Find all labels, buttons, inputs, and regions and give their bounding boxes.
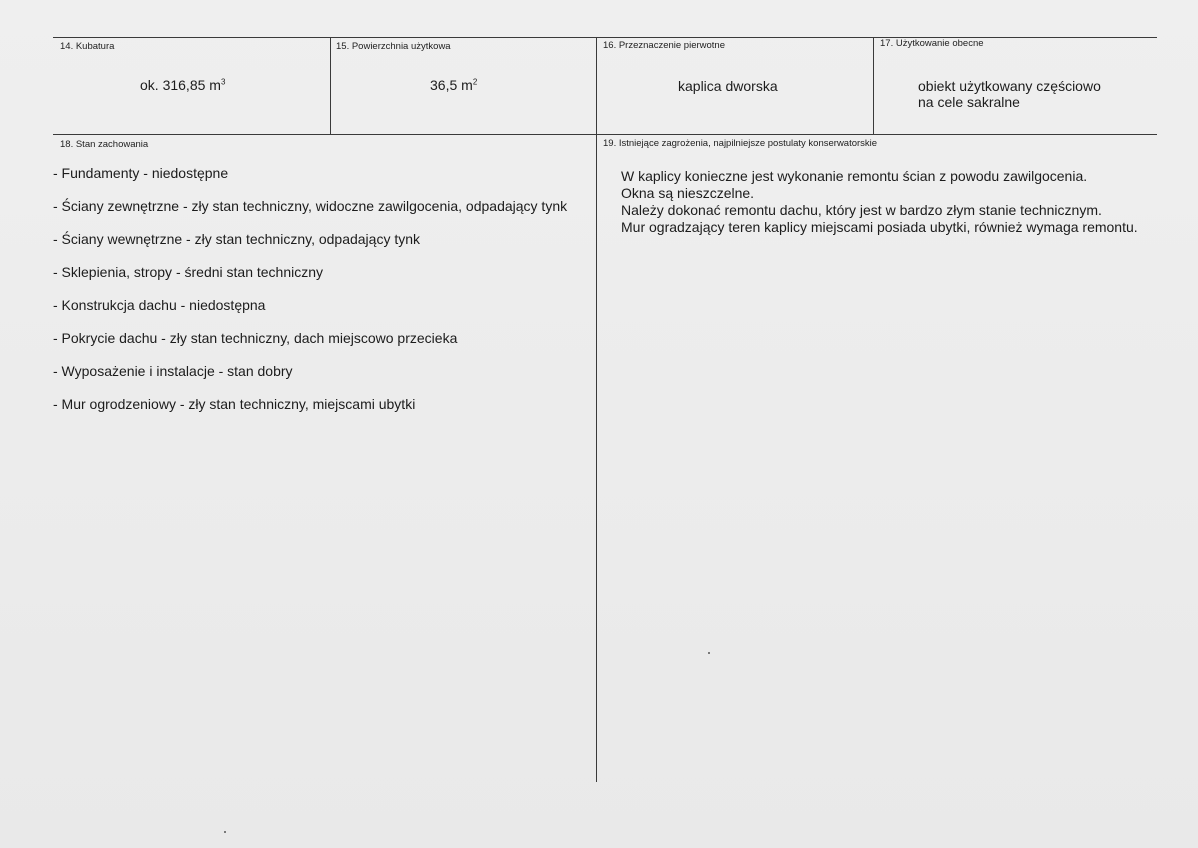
scan-speck [708, 652, 710, 654]
condition-item: - Pokrycie dachu - zły stan techniczny, dach miejscowo przecieka [53, 330, 458, 346]
field-17-value-line-1: obiekt użytkowany częściowo [918, 78, 1101, 94]
condition-item: - Wyposażenie i instalacje - stan dobry [53, 363, 293, 379]
field-14-value [140, 77, 225, 93]
row-divider-line [53, 134, 1157, 135]
threats-line: W kaplicy konieczne jest wykonanie remontu ścian z powodu zawilgocenia. [621, 168, 1088, 184]
threats-line: Należy dokonać remontu dachu, który jest w bardzo złym stanie technicznym. [621, 202, 1102, 218]
volume-value: ok. 316,85 m [140, 77, 221, 93]
field-19-label: 19. Istniejące zagrożenia, najpilniejsze postulaty konserwatorskie [603, 138, 878, 149]
area-value: 36,5 m [430, 77, 473, 93]
condition-item: - Sklepienia, stropy - średni stan techniczny [53, 264, 324, 280]
condition-item: - Ściany wewnętrzne - zły stan techniczny, odpadający tynk [53, 231, 421, 247]
field-14-label: 14. Kubatura [60, 41, 115, 52]
condition-item: - Ściany zewnętrzne - zły stan techniczny, widoczne zawilgocenia, odpadający tynk [53, 198, 568, 214]
volume-unit-exponent: 3 [220, 77, 226, 87]
threats-line: Okna są nieszczelne. [621, 185, 755, 201]
col-divider-14-15 [330, 37, 331, 135]
field-16-value: kaplica dworska [678, 78, 778, 94]
area-unit-exponent: 2 [472, 77, 478, 87]
condition-item: - Konstrukcja dachu - niedostępna [53, 297, 266, 313]
col-divider-16-17 [873, 37, 874, 135]
field-15-value [430, 77, 477, 93]
condition-list [53, 164, 567, 428]
top-border-line [53, 37, 1157, 38]
col-divider-15-16 [596, 37, 597, 782]
field-17-label: 17. Użytkowanie obecne [880, 38, 984, 49]
condition-item: - Mur ogrodzeniowy - zły stan techniczny, miejscami ubytki [53, 396, 416, 412]
field-15-label: 15. Powierzchnia użytkowa [336, 41, 451, 52]
threats-text [621, 168, 1138, 236]
field-18-label: 18. Stan zachowania [60, 139, 149, 150]
field-17-value-line-2: na cele sakralne [918, 94, 1020, 110]
field-16-label: 16. Przeznaczenie pierwotne [603, 40, 725, 51]
condition-item: - Fundamenty - niedostępne [53, 165, 229, 181]
scan-speck [224, 831, 226, 833]
threats-line: Mur ogradzający teren kaplicy miejscami posiada ubytki, również wymaga remontu. [621, 219, 1138, 235]
